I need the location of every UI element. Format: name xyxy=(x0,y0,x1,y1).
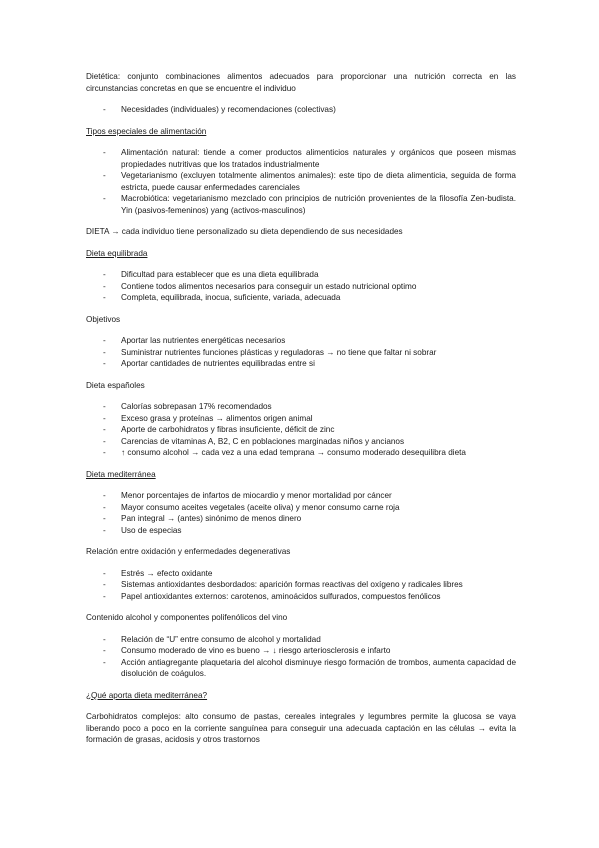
list-item: - Aportar las nutrientes energéticas necesarios xyxy=(86,335,516,347)
list-item: - Alimentación natural: tiende a comer productos alimenticios naturales y orgánicos que poseen mismas propiedades nutritivas que los tratados industrialmente xyxy=(86,147,516,170)
list-item: - Exceso grasa y proteínas → alimentos origen animal xyxy=(86,413,516,425)
list-item: - Sistemas antioxidantes desbordados: aparición formas reactivas del oxígeno y radicales libres xyxy=(86,579,516,591)
oxidation-list xyxy=(86,568,516,603)
list-item: - Aporte de carbohidratos y fibras insuficiente, déficit de zinc xyxy=(86,424,516,436)
spacer xyxy=(86,116,516,126)
list-item: - Aportar cantidades de nutrientes equilibradas entre si xyxy=(86,358,516,370)
intro-paragraph: Dietética: conjunto combinaciones alimentos adecuados para proporcionar una nutrición correcta en las circunstancias concretas en que se encuentre el individuo xyxy=(86,72,516,93)
spacer xyxy=(86,216,516,226)
spacer xyxy=(86,624,516,634)
objectives-list xyxy=(86,335,516,370)
spacer xyxy=(86,259,516,269)
spacer xyxy=(86,459,516,469)
list-item: - Dificultad para establecer que es una dieta equilibrada xyxy=(86,269,516,281)
section-heading-special-types: Tipos especiales de alimentación xyxy=(86,126,207,136)
list-item: - Suministrar nutrientes funciones plásticas y reguladoras → no tiene que faltar ni sobrar xyxy=(86,347,516,359)
list-item: - Papel antioxidantes externos: carotenos, aminoácidos sulfurados, compuestos fenólicos xyxy=(86,591,516,603)
section-heading-alcohol: Contenido alcohol y componentes polifenólicos del vino xyxy=(86,613,288,622)
list-item: - Acción antiagregante plaquetaria del alcohol disminuye riesgo formación de trombos, aumenta capacidad de disolución de coágulos. xyxy=(86,657,516,680)
spacer xyxy=(86,602,516,612)
list-item: - ↑ consumo alcohol → cada vez a una edad temprana → consumo moderado desequilibra dieta xyxy=(86,447,516,459)
spacer xyxy=(86,94,516,104)
list-item: - Completa, equilibrada, inocua, suficiente, variada, adecuada xyxy=(86,292,516,304)
intro-list xyxy=(86,104,516,116)
section-heading-balanced: Dieta equilibrada xyxy=(86,248,148,258)
spacer xyxy=(86,558,516,568)
section-heading-objectives: Objetivos xyxy=(86,314,121,324)
list-item: - Relación de “U” entre consumo de alcohol y mortalidad xyxy=(86,634,516,646)
list-item: - Pan integral → (antes) sinónimo de menos dinero xyxy=(86,513,516,525)
special-types-list xyxy=(86,147,516,216)
section-heading-contribution: ¿Qué aporta dieta mediterránea? xyxy=(86,690,208,700)
list-item: - Calorías sobrepasan 17% recomendados xyxy=(86,401,516,413)
list-item: - Estrés → efecto oxidante xyxy=(86,568,516,580)
contribution-paragraph: Carbohidratos complejos: alto consumo de pastas, cereales integrales y legumbres permite la glucosa se vaya liberando poco a poco en la corriente sanguínea para conseguir una adecuada captación en las células → evita la formación de grasas, acidosis y otros trastornos xyxy=(86,712,516,744)
spacer xyxy=(86,137,516,147)
section-heading-oxidation: Relación entre oxidación y enfermedades degenerativas xyxy=(86,547,291,556)
section-heading-mediterranean: Dieta mediterránea xyxy=(86,469,156,479)
document-body xyxy=(86,71,516,746)
spacer xyxy=(86,304,516,314)
alcohol-list xyxy=(86,634,516,680)
list-item: - Carencias de vitaminas A, B2, C en poblaciones marginadas niños y ancianos xyxy=(86,436,516,448)
spacer xyxy=(86,325,516,335)
list-item: - Uso de especias xyxy=(86,525,516,537)
mediterranean-list xyxy=(86,490,516,536)
list-item: - Menor porcentajes de infartos de miocardio y menor mortalidad por cáncer xyxy=(86,490,516,502)
list-item: - Vegetarianismo (excluyen totalmente alimentos animales): este tipo de dieta alimenticia, seguida de forma estricta, puede causar enfermedades carenciales xyxy=(86,170,516,193)
spacer xyxy=(86,701,516,711)
section-heading-spanish: Dieta españoles xyxy=(86,380,145,390)
spacer xyxy=(86,370,516,380)
balanced-list xyxy=(86,269,516,304)
spacer xyxy=(86,536,516,546)
list-item: - Contiene todos alimentos necesarios para conseguir un estado nutricional optimo xyxy=(86,281,516,293)
spacer xyxy=(86,480,516,490)
list-item: - Consumo moderado de vino es bueno → ↓ riesgo arteriosclerosis e infarto xyxy=(86,645,516,657)
spanish-list xyxy=(86,401,516,459)
spacer xyxy=(86,680,516,690)
list-item: - Necesidades (individuales) y recomendaciones (colectivas) xyxy=(86,104,516,116)
dieta-definition: DIETA → cada individuo tiene personalizado su dieta dependiendo de sus necesidades xyxy=(86,227,403,236)
spacer xyxy=(86,391,516,401)
spacer xyxy=(86,238,516,248)
list-item: - Mayor consumo aceites vegetales (aceite oliva) y menor consumo carne roja xyxy=(86,502,516,514)
list-item: - Macrobiótica: vegetarianismo mezclado con principios de nutrición provenientes de la filosofía Zen-budista. Yin (pasivos-femeninos) yang (activos-masculinos) xyxy=(86,193,516,216)
